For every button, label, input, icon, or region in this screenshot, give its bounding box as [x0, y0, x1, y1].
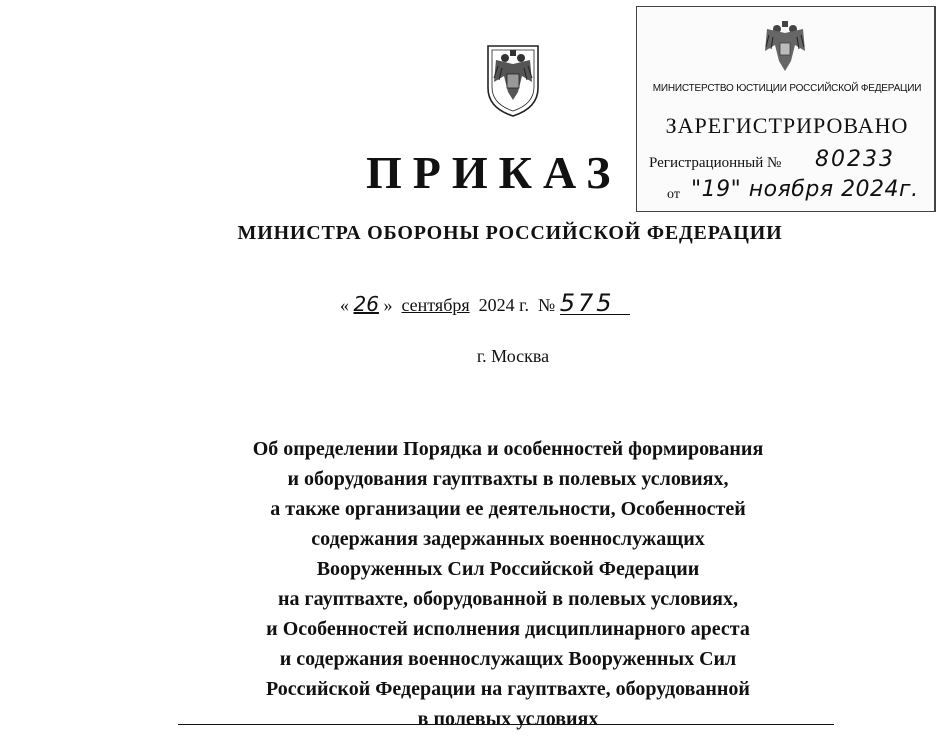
open-quote: « — [340, 295, 349, 315]
order-date-line — [340, 289, 630, 317]
stamp-ministry-name: МИНИСТЕРСТВО ЮСТИЦИИ РОССИЙСКОЙ ФЕДЕРАЦИИ — [652, 83, 922, 94]
subject-line: и оборудования гауптвахты в полевых условиях, — [287, 468, 729, 490]
order-month: сентября — [401, 295, 470, 315]
stamp-status: ЗАРЕГИСТРИРОВАНО — [665, 113, 909, 138]
subject-line: в полевых условиях — [417, 708, 599, 730]
order-number: 575 — [560, 292, 630, 315]
order-year: 2024 г. — [478, 295, 529, 315]
subject-line: Российской Федерации на гауптвахте, оборудованной — [266, 678, 750, 700]
stamp-registration-label: Регистрационный № — [649, 155, 782, 171]
coat-of-arms-icon — [474, 36, 552, 120]
stamp-date-prefix: от — [667, 187, 680, 202]
subject-line: Об определении Порядка и особенностей формирования — [252, 438, 764, 460]
subject-line: на гауптвахте, оборудованной в полевых условиях, — [278, 588, 738, 610]
subject-underline — [178, 724, 834, 725]
order-day: 26 — [353, 292, 379, 316]
stamp-registration-date: "19" ноября 2024г. — [691, 177, 919, 202]
stamp-registration-number: 80233 — [815, 147, 895, 172]
subject-line: и содержания военнослужащих Вооруженных Сил — [279, 648, 737, 670]
issuer: МИНИСТРА ОБОРОНЫ РОССИЙСКОЙ ФЕДЕРАЦИИ — [237, 222, 783, 244]
subject-line: и Особенностей исполнения дисциплинарного ареста — [266, 618, 750, 640]
subject-line: а также организации ее деятельности, Особенностей — [270, 498, 746, 520]
document-title: ПРИКАЗ — [366, 147, 622, 198]
order-subject — [170, 434, 846, 734]
number-sign: № — [538, 295, 556, 315]
subject-line: содержания задержанных военнослужащих — [311, 528, 705, 550]
close-quote: » — [383, 295, 393, 315]
subject-line: Вооруженных Сил Российской Федерации — [316, 558, 700, 580]
coat-of-arms-icon — [755, 15, 815, 77]
city: г. Москва — [476, 346, 550, 366]
registration-stamp — [636, 6, 936, 212]
